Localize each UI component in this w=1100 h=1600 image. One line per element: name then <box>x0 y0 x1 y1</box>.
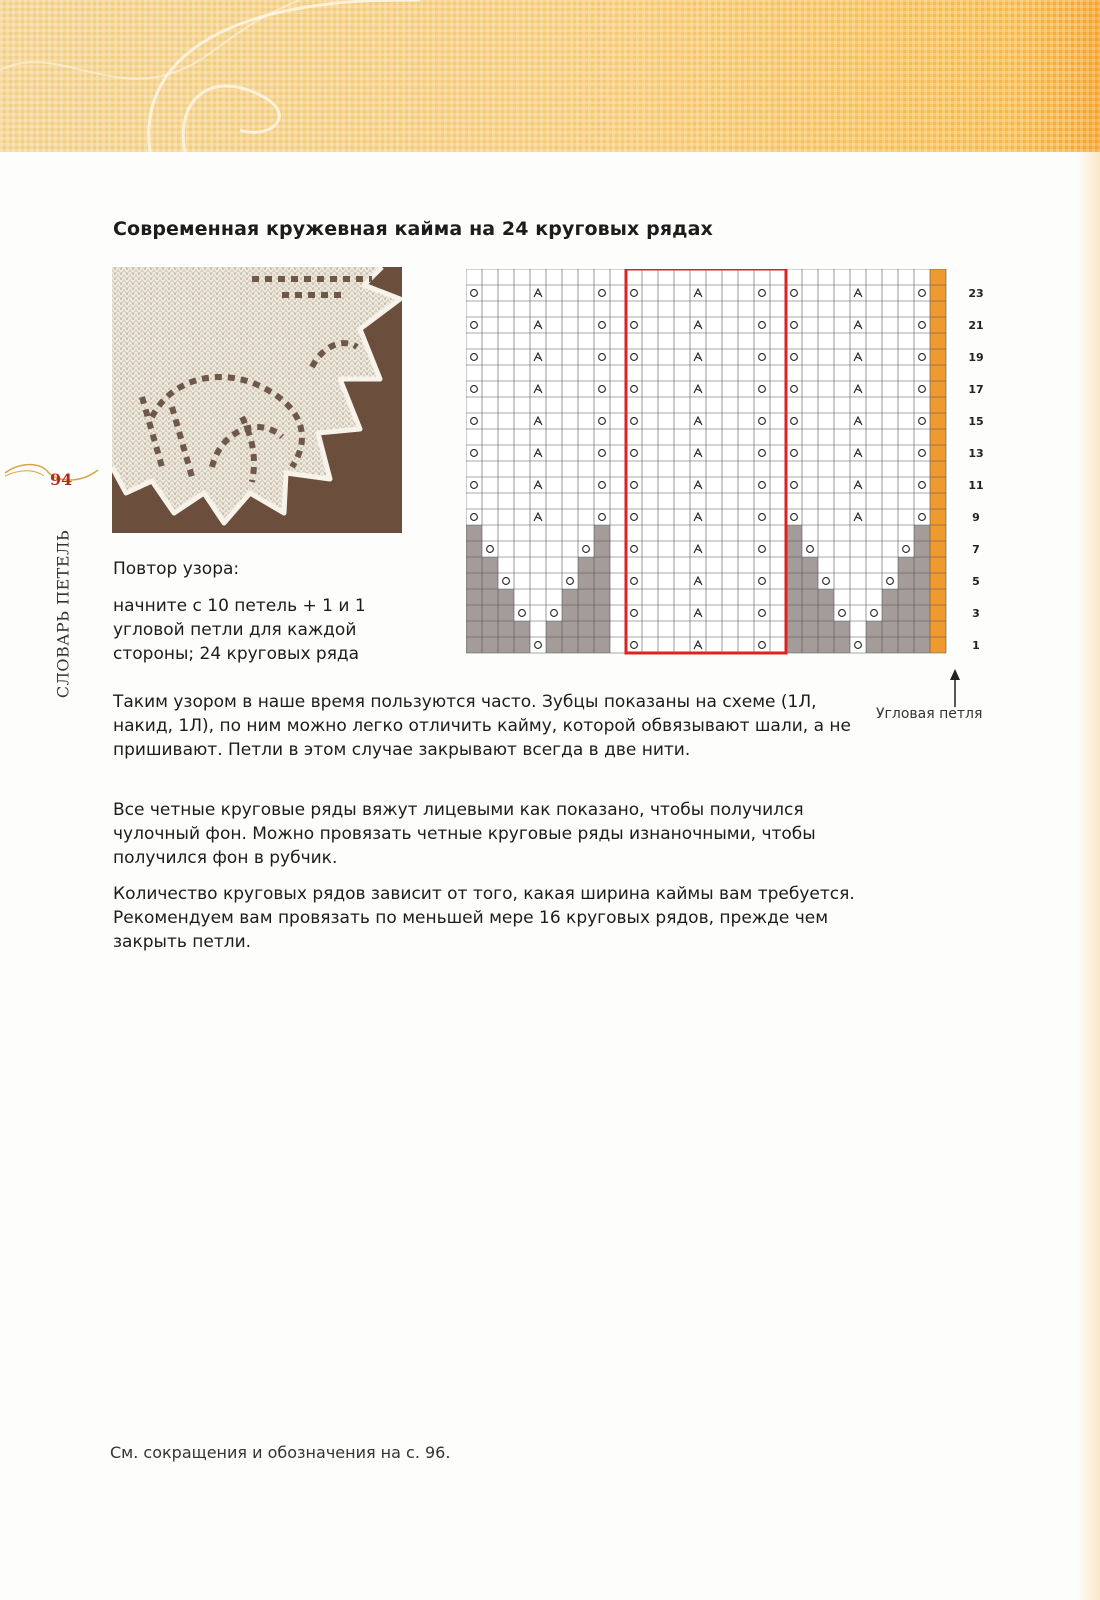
no-stitch-cell <box>498 605 514 621</box>
no-stitch-cell <box>898 605 914 621</box>
no-stitch-cell <box>898 589 914 605</box>
no-stitch-cell <box>578 621 594 637</box>
no-stitch-cell <box>818 589 834 605</box>
chart-row-labels <box>968 287 983 652</box>
no-stitch-cell <box>898 557 914 573</box>
row-label: 19 <box>968 351 984 364</box>
flourish-decoration <box>0 0 1100 152</box>
page-title: Современная кружевная кайма на 24 круговых рядах <box>113 218 713 240</box>
no-stitch-cell <box>818 605 834 621</box>
row-label: 1 <box>972 639 980 652</box>
row-label: 9 <box>972 511 980 524</box>
no-stitch-cell <box>914 621 930 637</box>
no-stitch-cell <box>466 637 482 653</box>
paragraph: Все четные круговые ряды вяжут лицевыми как показано, чтобы получился чулочный фон. Можно провязать четные круговые ряды изнаночными, чтобы получился фон в рубчик. <box>113 800 816 868</box>
no-stitch-cell <box>466 573 482 589</box>
no-stitch-cell <box>466 605 482 621</box>
no-stitch-cell <box>802 637 818 653</box>
no-stitch-cell <box>786 573 802 589</box>
no-stitch-cell <box>466 525 482 541</box>
no-stitch-cell <box>498 589 514 605</box>
no-stitch-cell <box>594 557 610 573</box>
no-stitch-cell <box>866 621 882 637</box>
row-label: 3 <box>972 607 980 620</box>
no-stitch-cell <box>578 557 594 573</box>
no-stitch-cell <box>562 621 578 637</box>
no-stitch-cell <box>914 557 930 573</box>
knitting-chart <box>466 269 986 661</box>
no-stitch-cell <box>594 621 610 637</box>
no-stitch-cell <box>482 557 498 573</box>
no-stitch-cell <box>914 637 930 653</box>
no-stitch-cell <box>786 605 802 621</box>
no-stitch-cell <box>882 621 898 637</box>
no-stitch-cell <box>802 621 818 637</box>
paragraph: Таким узором в наше время пользуются часто. Зубцы показаны на схеме (1Л, накид, 1Л), по ним можно легко отличить кайму, которой обвязывают шали, а не пришивают. Петли в этом случае закрывают всегда в две нити. <box>113 692 851 760</box>
no-stitch-cell <box>482 621 498 637</box>
no-stitch-cell <box>882 589 898 605</box>
no-stitch-cell <box>482 637 498 653</box>
no-stitch-cell <box>914 525 930 541</box>
page-edge-shadow <box>1078 0 1100 1600</box>
repeat-heading: Повтор узора: <box>113 559 240 579</box>
row-label: 5 <box>972 575 980 588</box>
row-label: 15 <box>968 415 984 428</box>
no-stitch-cell <box>866 637 882 653</box>
footer-note: См. сокращения и обозначения на с. 96. <box>110 1443 451 1462</box>
no-stitch-cell <box>898 621 914 637</box>
no-stitch-cell <box>466 557 482 573</box>
no-stitch-cell <box>594 525 610 541</box>
no-stitch-cell <box>482 573 498 589</box>
no-stitch-cell <box>786 557 802 573</box>
no-stitch-cell <box>882 605 898 621</box>
row-label: 7 <box>972 543 980 556</box>
no-stitch-cell <box>594 637 610 653</box>
no-stitch-cell <box>914 589 930 605</box>
no-stitch-cell <box>786 541 802 557</box>
no-stitch-cell <box>578 637 594 653</box>
row-label: 13 <box>968 447 984 460</box>
no-stitch-cell <box>898 573 914 589</box>
no-stitch-cell <box>882 637 898 653</box>
header-banner <box>0 0 1100 152</box>
no-stitch-cell <box>914 573 930 589</box>
no-stitch-cell <box>786 589 802 605</box>
no-stitch-cell <box>482 589 498 605</box>
no-stitch-cell <box>466 621 482 637</box>
no-stitch-cell <box>802 573 818 589</box>
page-number: 94 <box>50 470 73 489</box>
no-stitch-cell <box>802 589 818 605</box>
no-stitch-cell <box>562 637 578 653</box>
row-label: 23 <box>968 287 984 300</box>
no-stitch-cell <box>514 637 530 653</box>
no-stitch-cell <box>786 637 802 653</box>
no-stitch-cell <box>802 605 818 621</box>
no-stitch-cell <box>594 541 610 557</box>
no-stitch-cell <box>594 589 610 605</box>
no-stitch-cell <box>546 637 562 653</box>
no-stitch-cell <box>514 621 530 637</box>
row-label: 17 <box>968 383 984 396</box>
row-label: 21 <box>968 319 984 332</box>
no-stitch-cell <box>834 637 850 653</box>
no-stitch-cell <box>578 605 594 621</box>
no-stitch-cell <box>802 557 818 573</box>
no-stitch-cell <box>818 621 834 637</box>
no-stitch-cell <box>466 589 482 605</box>
paragraph: Количество круговых рядов зависит от того, какая ширина каймы вам требуется. Рекомендуем вам провязать по меньшей мере 16 круговых рядов, прежде чем закрыть петли. <box>113 884 855 952</box>
no-stitch-cell <box>914 541 930 557</box>
repeat-instructions: начните с 10 петель + 1 и 1 угловой петли для каждой стороны; 24 круговых ряда <box>113 596 366 664</box>
section-running-head: СЛОВАРЬ ПЕТЕЛЬ <box>53 529 73 699</box>
lace-border-photo <box>112 267 402 533</box>
no-stitch-cell <box>786 621 802 637</box>
no-stitch-cell <box>578 589 594 605</box>
no-stitch-cell <box>818 637 834 653</box>
no-stitch-cell <box>562 589 578 605</box>
corner-stitch-label: Угловая петля <box>876 706 983 722</box>
no-stitch-cell <box>834 621 850 637</box>
no-stitch-cell <box>786 525 802 541</box>
no-stitch-cell <box>562 605 578 621</box>
no-stitch-cell <box>482 605 498 621</box>
no-stitch-cell <box>578 573 594 589</box>
no-stitch-cell <box>898 637 914 653</box>
no-stitch-cell <box>594 573 610 589</box>
row-label: 11 <box>968 479 984 492</box>
no-stitch-cell <box>546 621 562 637</box>
no-stitch-cell <box>498 621 514 637</box>
no-stitch-cell <box>466 541 482 557</box>
no-stitch-cell <box>594 605 610 621</box>
no-stitch-cell <box>498 637 514 653</box>
corner-stitch-arrow <box>948 668 962 708</box>
no-stitch-cell <box>914 605 930 621</box>
